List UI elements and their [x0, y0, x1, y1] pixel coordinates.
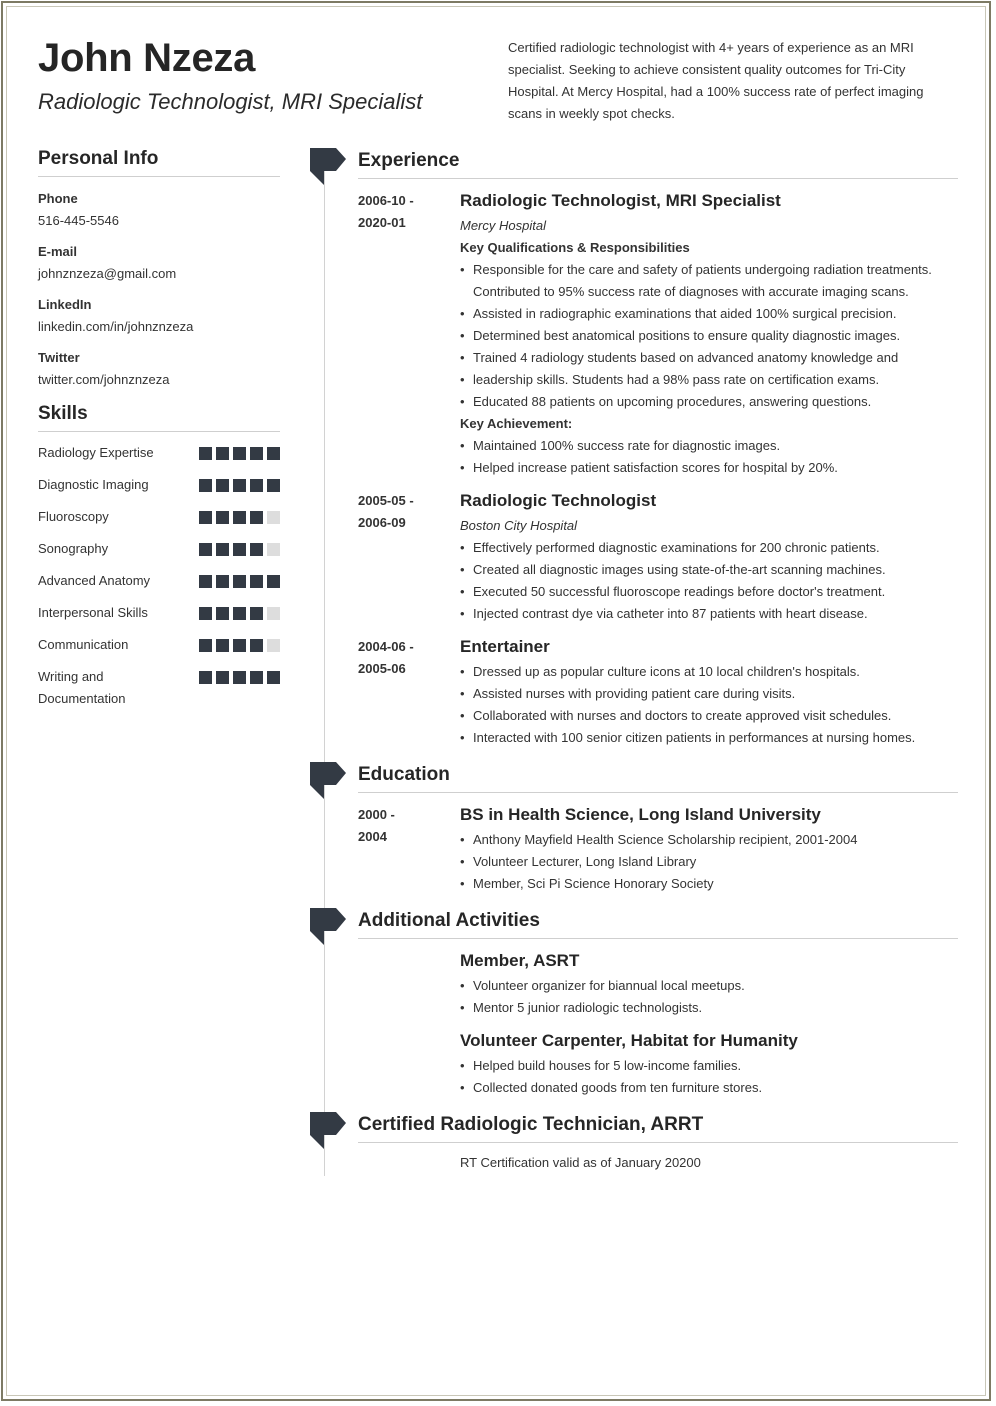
- list-item: • Helped build houses for 5 low-income families.: [460, 1055, 958, 1077]
- skill-dot-filled: [199, 639, 212, 652]
- job-1-dates: [358, 190, 448, 234]
- job-1-company: Mercy Hospital: [460, 218, 546, 233]
- skill-rating: [199, 506, 280, 524]
- job-3-bullets: [460, 661, 958, 749]
- skill-row: [38, 538, 280, 560]
- list-item: • Helped increase patient satisfaction scores for hospital by 20%.: [460, 457, 958, 479]
- skill-dot-filled: [267, 671, 280, 684]
- skill-dot-filled: [233, 447, 246, 460]
- skill-dot-filled: [233, 671, 246, 684]
- skill-name: Diagnostic Imaging: [38, 477, 149, 492]
- activity-2-details: [460, 1030, 958, 1099]
- skill-dot-filled: [199, 511, 212, 524]
- linkedin-value: linkedin.com/in/johnznzeza: [38, 319, 194, 334]
- skill-dot-filled: [216, 639, 229, 652]
- job-3-dates: [358, 636, 448, 680]
- list-item: • Maintained 100% success rate for diagnostic images.: [460, 435, 958, 457]
- list-item: • Assisted in radiographic examinations that aided 100% surgical precision.: [460, 303, 958, 325]
- job-2-date-end: 2006-09: [358, 515, 406, 530]
- list-item: • Volunteer Lecturer, Long Island Library: [460, 851, 958, 873]
- skill-name: Writing and Documentation: [38, 669, 126, 706]
- skill-dot-filled: [199, 575, 212, 588]
- education-details: [460, 804, 958, 895]
- list-item: • Executed 50 successful fluoroscope readings before doctor's treatment.: [460, 581, 958, 603]
- list-item: • Responsible for the care and safety of patients undergoing radiation treatments. Contributed to 95% success rate of diagnoses with accurate imaging scans.: [460, 259, 958, 303]
- profile-summary: Certified radiologic technologist with 4+ years of experience as an MRI specialist. Seeking to achieve consistent quality outcomes for Tri-City Hospital. At Mercy Hospital, had a 100% success rate of perfect imaging scans in weekly spot checks.: [508, 40, 924, 121]
- timeline-line: [324, 168, 325, 1176]
- skill-dot-filled: [199, 607, 212, 620]
- education-date-end: 2004: [358, 829, 387, 844]
- list-item: • Created all diagnostic images using state-of-the-art scanning machines.: [460, 559, 958, 581]
- skill-dot-filled: [233, 479, 246, 492]
- list-item: • Collaborated with nurses and doctors to create approved visit schedules.: [460, 705, 958, 727]
- skill-dot-filled: [250, 671, 263, 684]
- list-item: • Mentor 5 junior radiologic technologists.: [460, 997, 958, 1019]
- list-item: • Member, Sci Pi Science Honorary Society: [460, 873, 958, 895]
- activity-1-title: Member, ASRT: [460, 951, 580, 970]
- candidate-name: John Nzeza: [38, 36, 256, 80]
- skill-dot-empty: [267, 511, 280, 524]
- list-item: • Volunteer organizer for biannual local meetups.: [460, 975, 958, 997]
- list-item: • Educated 88 patients on upcoming procedures, answering questions.: [460, 391, 958, 413]
- skill-dot-filled: [216, 607, 229, 620]
- skill-dot-filled: [250, 479, 263, 492]
- certification-details: [460, 1152, 958, 1174]
- skill-row: [38, 602, 280, 624]
- job-3-date-start: 2004-06 -: [358, 639, 414, 654]
- candidate-title: Radiologic Technologist, MRI Specialist: [38, 89, 423, 114]
- skill-rating: [199, 666, 280, 684]
- list-item: • Determined best anatomical positions to ensure quality diagnostic images.: [460, 325, 958, 347]
- skill-rating: [199, 538, 280, 556]
- left-column: [38, 148, 280, 710]
- skill-dot-filled: [216, 543, 229, 556]
- list-item: • Interacted with 100 senior citizen patients in performances at nursing homes.: [460, 727, 958, 749]
- job-2-title: Radiologic Technologist: [460, 491, 657, 510]
- list-item: • Assisted nurses with providing patient care during visits.: [460, 683, 958, 705]
- skill-dot-filled: [216, 447, 229, 460]
- job-1-date-end: 2020-01: [358, 215, 406, 230]
- skill-row: [38, 506, 280, 528]
- skill-dot-filled: [233, 511, 246, 524]
- job-1-qualifications-heading: Key Qualifications & Responsibilities: [460, 240, 690, 255]
- job-2-dates: [358, 490, 448, 534]
- activity-2-title: Volunteer Carpenter, Habitat for Humanity: [460, 1031, 798, 1050]
- skill-dot-empty: [267, 607, 280, 620]
- skill-dot-filled: [250, 575, 263, 588]
- education-dates: [358, 804, 448, 848]
- skill-row: [38, 666, 280, 710]
- job-3-title: Entertainer: [460, 637, 550, 656]
- skill-dot-filled: [250, 447, 263, 460]
- education-bullets: [460, 829, 958, 895]
- skill-dot-filled: [216, 575, 229, 588]
- list-item: • Trained 4 radiology students based on advanced anatomy knowledge and: [460, 347, 958, 369]
- job-1-title: Radiologic Technologist, MRI Specialist: [460, 191, 781, 210]
- skill-dot-filled: [250, 639, 263, 652]
- skill-dot-filled: [216, 511, 229, 524]
- list-item: • leadership skills. Students had a 98% pass rate on certification exams.: [460, 369, 958, 391]
- skills-heading: Skills: [38, 403, 280, 432]
- experience-heading: Experience: [358, 150, 958, 179]
- job-3-details: [460, 636, 958, 749]
- list-item: • Anthony Mayfield Health Science Scholarship recipient, 2001-2004: [460, 829, 958, 851]
- skill-name: Interpersonal Skills: [38, 605, 148, 620]
- education-date-start: 2000 -: [358, 807, 395, 822]
- job-1-date-start: 2006-10 -: [358, 193, 414, 208]
- phone-label: Phone: [38, 191, 78, 206]
- job-1-details: [460, 190, 958, 479]
- skill-dot-filled: [216, 479, 229, 492]
- skill-rating: [199, 634, 280, 652]
- skill-dot-filled: [233, 575, 246, 588]
- email-label: E-mail: [38, 244, 78, 259]
- skill-rating: [199, 602, 280, 620]
- job-2-company: Boston City Hospital: [460, 518, 578, 533]
- skill-dot-filled: [233, 607, 246, 620]
- skill-dot-filled: [216, 671, 229, 684]
- skill-dot-filled: [233, 639, 246, 652]
- skill-dot-filled: [267, 575, 280, 588]
- skill-name: Advanced Anatomy: [38, 573, 151, 588]
- certification-heading: Certified Radiologic Technician, ARRT: [358, 1114, 958, 1143]
- skill-rating: [199, 474, 280, 492]
- list-item: • Dressed up as popular culture icons at 10 local children's hospitals.: [460, 661, 958, 683]
- skill-dot-filled: [199, 479, 212, 492]
- activity-2-bullets: [460, 1055, 958, 1099]
- skill-dot-filled: [199, 447, 212, 460]
- skill-name: Radiology Expertise: [38, 445, 154, 460]
- education-heading: Education: [358, 764, 958, 793]
- experience-flag-icon: [310, 148, 346, 186]
- personal-info-heading: Personal Info: [38, 148, 280, 177]
- education-degree: BS in Health Science, Long Island University: [460, 805, 821, 824]
- list-item: • Injected contrast dye via catheter into 87 patients with heart disease.: [460, 603, 958, 625]
- linkedin-label: LinkedIn: [38, 297, 92, 312]
- email-value: johnznzeza@gmail.com: [38, 266, 177, 281]
- skill-dot-filled: [267, 447, 280, 460]
- list-item: • Effectively performed diagnostic examinations for 200 chronic patients.: [460, 537, 958, 559]
- skill-dot-filled: [250, 607, 263, 620]
- skill-dot-filled: [199, 543, 212, 556]
- job-1-bullets: [460, 259, 958, 413]
- job-2-details: [460, 490, 958, 625]
- job-1-achievements: [460, 435, 958, 479]
- phone-value: 516-445-5546: [38, 213, 119, 228]
- twitter-label: Twitter: [38, 350, 80, 365]
- skill-dot-filled: [267, 479, 280, 492]
- job-1-achievement-heading: Key Achievement:: [460, 416, 573, 431]
- skill-row: [38, 570, 280, 592]
- skill-name: Communication: [38, 637, 129, 652]
- education-flag-icon: [310, 762, 346, 800]
- skill-dot-filled: [199, 671, 212, 684]
- personal-info-list: [38, 190, 280, 389]
- skill-row: [38, 634, 280, 656]
- skill-row: [38, 442, 280, 464]
- activity-1-bullets: [460, 975, 958, 1019]
- activities-flag-icon: [310, 908, 346, 946]
- activity-1-details: [460, 950, 958, 1019]
- certification-flag-icon: [310, 1112, 346, 1150]
- activities-heading: Additional Activities: [358, 910, 958, 939]
- skill-rating: [199, 442, 280, 460]
- job-2-date-start: 2005-05 -: [358, 493, 414, 508]
- skill-dot-filled: [250, 511, 263, 524]
- job-2-bullets: [460, 537, 958, 625]
- certification-text: RT Certification valid as of January 20200: [460, 1155, 701, 1170]
- skill-dot-empty: [267, 543, 280, 556]
- skill-dot-filled: [250, 543, 263, 556]
- twitter-value: twitter.com/johnznzeza: [38, 372, 170, 387]
- skill-name: Fluoroscopy: [38, 509, 109, 524]
- skill-dot-filled: [233, 543, 246, 556]
- job-3-date-end: 2005-06: [358, 661, 406, 676]
- skill-row: [38, 474, 280, 496]
- skill-rating: [199, 570, 280, 588]
- skills-list: [38, 442, 280, 710]
- skill-name: Sonography: [38, 541, 109, 556]
- skill-dot-empty: [267, 639, 280, 652]
- list-item: • Collected donated goods from ten furniture stores.: [460, 1077, 958, 1099]
